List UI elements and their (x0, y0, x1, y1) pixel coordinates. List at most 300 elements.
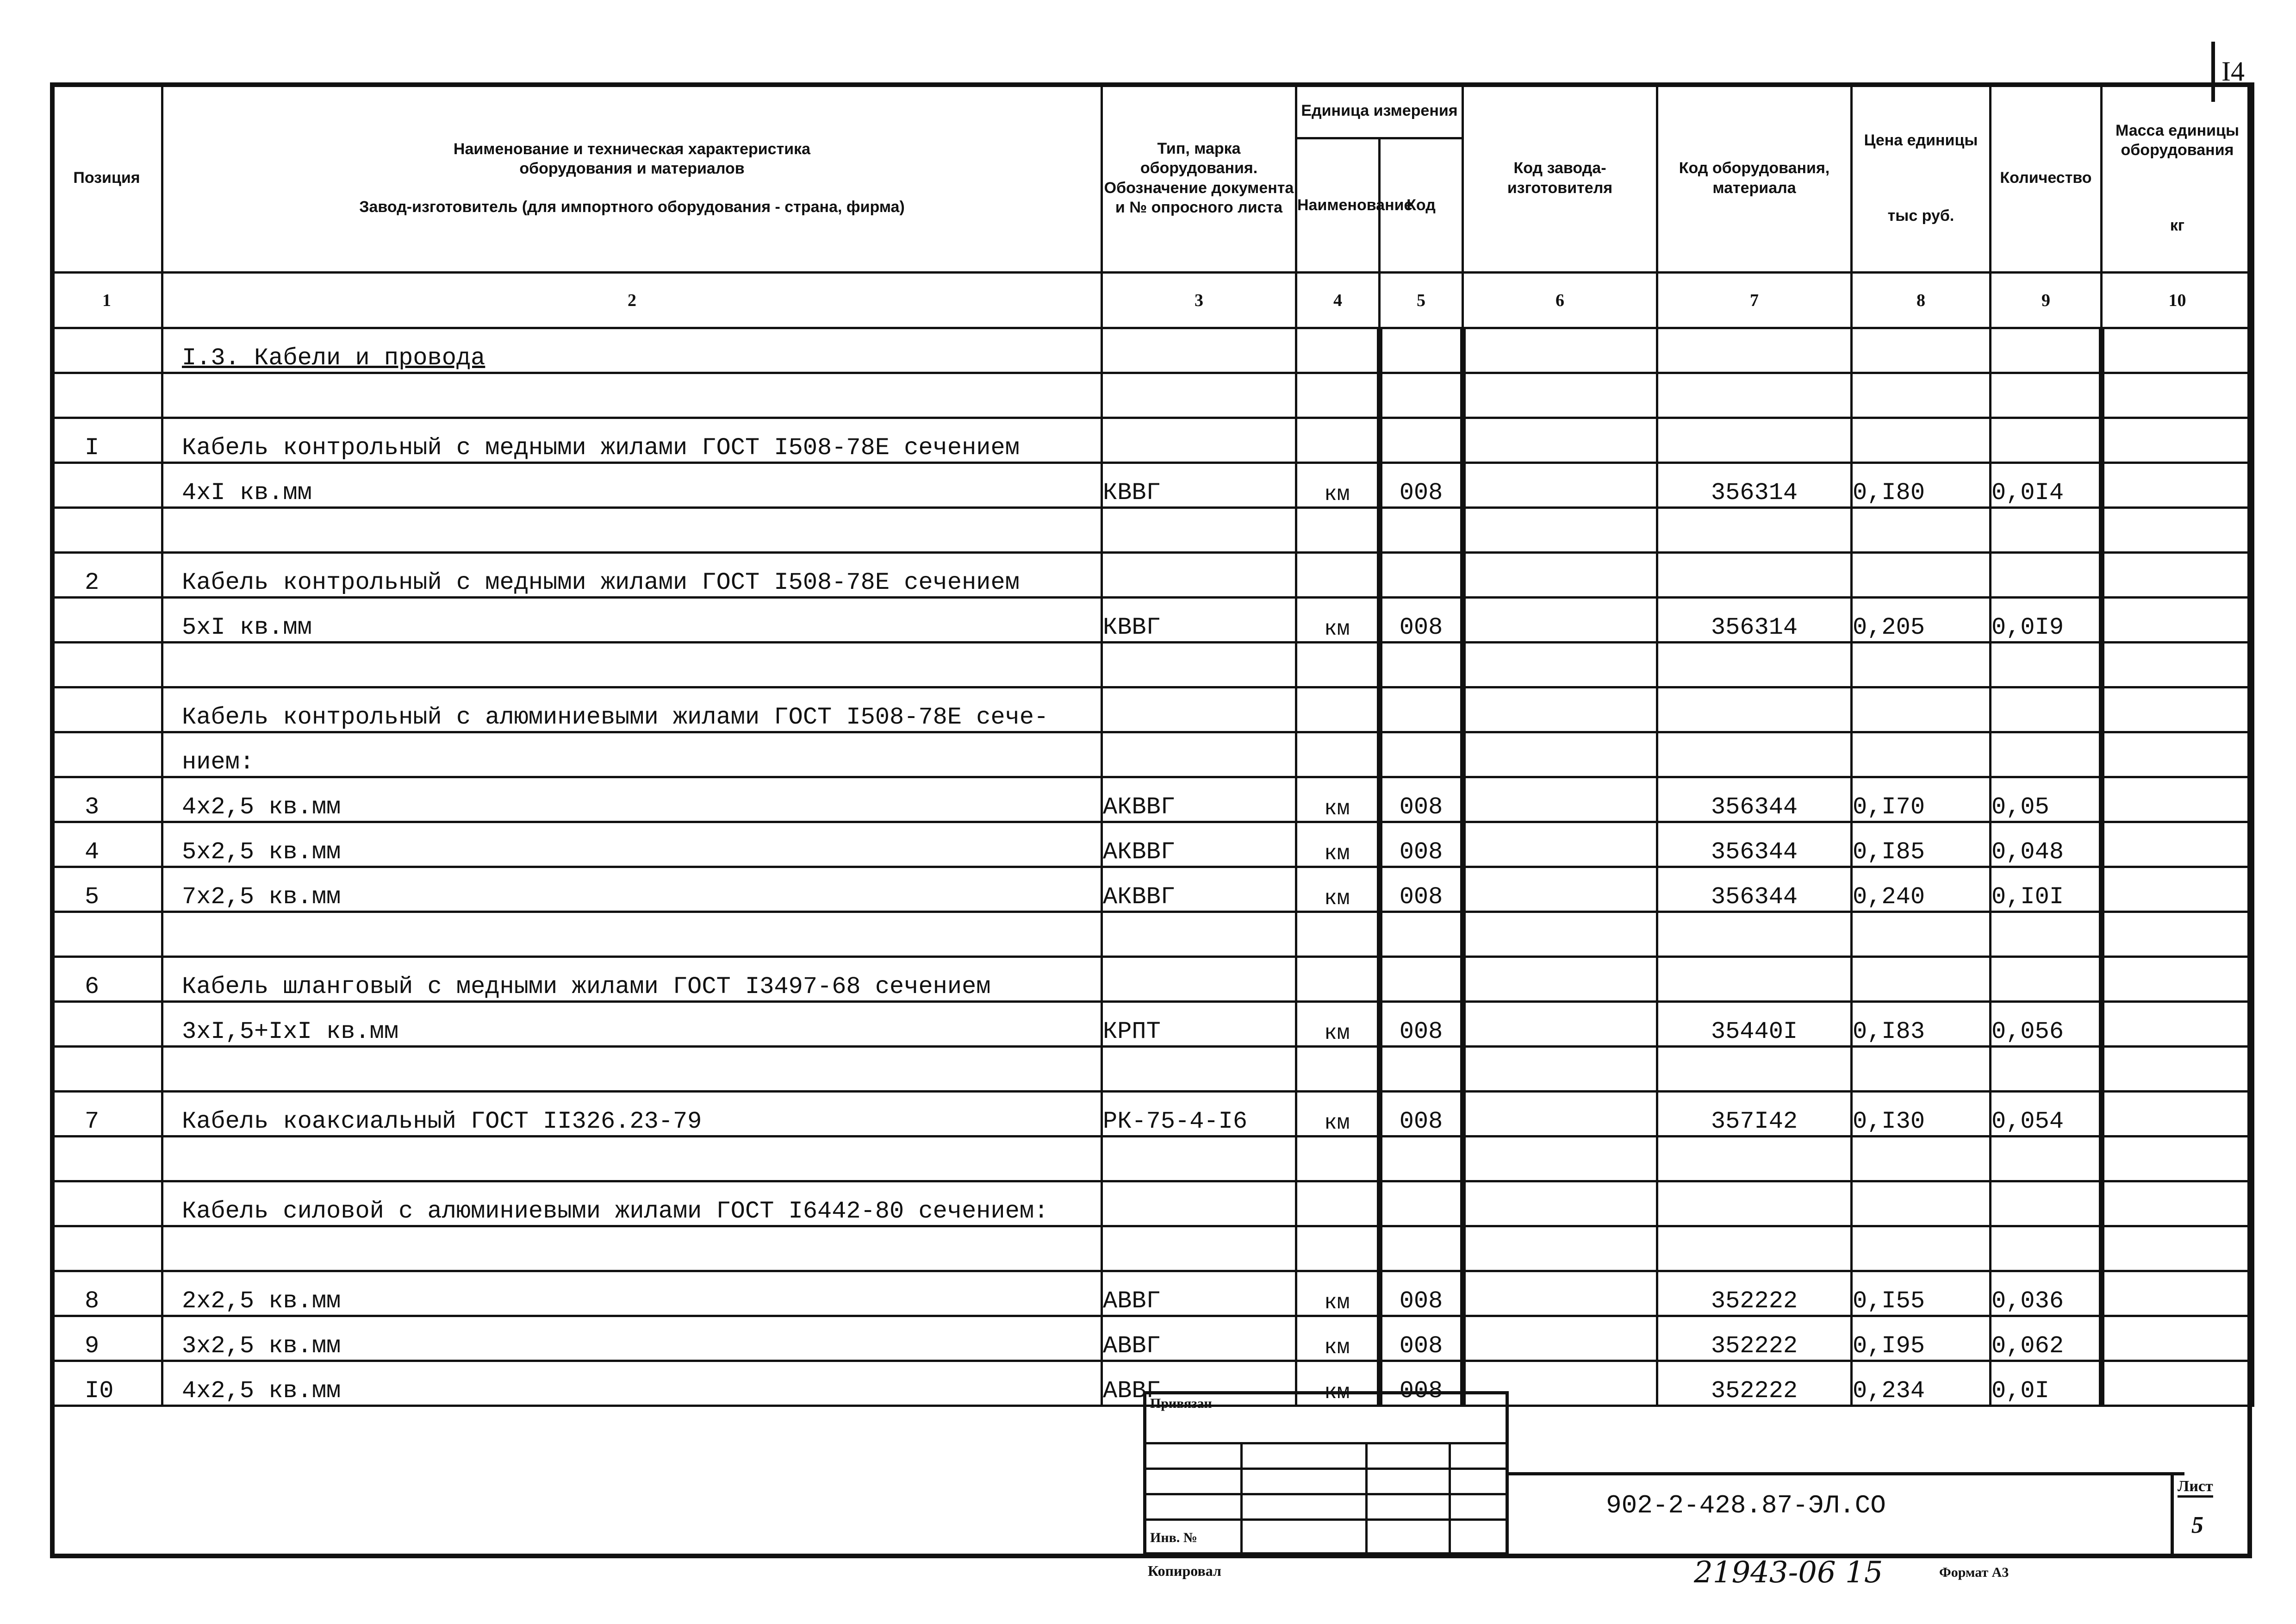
row-material-code (1657, 732, 1852, 777)
row-plant-code (1463, 373, 1657, 418)
row-material-code: 352222 (1657, 1316, 1852, 1361)
row-position (51, 1002, 162, 1047)
row-position (51, 1181, 162, 1226)
row-unit-code (1380, 1226, 1463, 1271)
row-type (1102, 687, 1296, 732)
row-price (1852, 418, 1991, 463)
row-unit: км (1296, 867, 1380, 912)
header-price-unit: тыс руб. (1887, 206, 1954, 225)
row-position (51, 1047, 162, 1092)
row-unit-code (1380, 373, 1463, 418)
row-unit-code: 008 (1380, 1361, 1463, 1406)
table-row (51, 1137, 2253, 1181)
row-material-code (1657, 912, 1852, 957)
table-row (51, 1002, 2253, 1047)
row-price: 0,240 (1852, 867, 1991, 912)
header-position: Позиция (51, 84, 162, 273)
row-plant-code (1463, 643, 1657, 687)
row-name: Кабель контрольный с медными жилами ГОСТ I508-78Е сечением (162, 418, 1102, 463)
row-name: Кабель шланговый с медными жилами ГОСТ I3497-68 сечением (162, 957, 1102, 1002)
row-name (162, 508, 1102, 553)
row-quantity: 0,048 (1991, 822, 2102, 867)
row-price (1852, 732, 1991, 777)
row-material-code (1657, 1181, 1852, 1226)
row-plant-code (1463, 1316, 1657, 1361)
row-type (1102, 553, 1296, 598)
row-unit-code: 008 (1380, 1092, 1463, 1137)
row-price (1852, 912, 1991, 957)
row-mass (2102, 777, 2253, 822)
row-unit: км (1296, 1316, 1380, 1361)
tb-line (1143, 1468, 1509, 1470)
row-quantity: 0,062 (1991, 1316, 2102, 1361)
row-quantity: 0,I0I (1991, 867, 2102, 912)
column-number: 10 (2102, 273, 2253, 328)
row-position (51, 328, 162, 373)
row-name (162, 1226, 1102, 1271)
row-position (51, 1137, 162, 1181)
row-plant-code (1463, 463, 1657, 508)
row-type: АВВГ (1102, 1316, 1296, 1361)
row-name: 7x2,5 кв.мм (162, 867, 1102, 912)
row-unit-code: 008 (1380, 1316, 1463, 1361)
row-name: 3xI,5+IxI кв.мм (162, 1002, 1102, 1047)
row-quantity: 0,05 (1991, 777, 2102, 822)
table-row (51, 1092, 2253, 1137)
row-mass (2102, 1316, 2253, 1361)
header-unit-name: Наименование (1296, 138, 1380, 273)
row-mass (2102, 687, 2253, 732)
row-mass (2102, 1047, 2253, 1092)
row-quantity (1991, 1226, 2102, 1271)
row-price (1852, 1181, 1991, 1226)
row-plant-code (1463, 508, 1657, 553)
row-mass (2102, 1002, 2253, 1047)
row-quantity (1991, 912, 2102, 957)
row-position: 6 (51, 957, 162, 1002)
row-price: 0,205 (1852, 598, 1991, 643)
row-position: 2 (51, 553, 162, 598)
row-plant-code (1463, 957, 1657, 1002)
row-position (51, 687, 162, 732)
row-type (1102, 328, 1296, 373)
row-unit-code: 008 (1380, 1271, 1463, 1316)
row-name: 4xI кв.мм (162, 463, 1102, 508)
row-unit (1296, 1181, 1380, 1226)
handwritten-number: 21943-06 15 (1694, 1555, 1883, 1590)
row-unit-code: 008 (1380, 777, 1463, 822)
row-type (1102, 1047, 1296, 1092)
row-quantity (1991, 732, 2102, 777)
row-unit (1296, 912, 1380, 957)
row-plant-code (1463, 1002, 1657, 1047)
copied-label: Копировал (1148, 1562, 1221, 1579)
column-number: 7 (1657, 273, 1852, 328)
row-unit-code (1380, 1047, 1463, 1092)
row-material-code (1657, 1137, 1852, 1181)
format-label: Формат А3 (1939, 1565, 2009, 1580)
row-unit (1296, 373, 1380, 418)
row-material-code (1657, 418, 1852, 463)
row-price (1852, 1226, 1991, 1271)
row-plant-code (1463, 1137, 1657, 1181)
row-plant-code (1463, 1181, 1657, 1226)
row-mass (2102, 1226, 2253, 1271)
table-row (51, 732, 2253, 777)
row-mass (2102, 912, 2253, 957)
row-unit-code (1380, 418, 1463, 463)
row-position: 7 (51, 1092, 162, 1137)
row-name: I.3. Кабели и провода (162, 328, 1102, 373)
row-unit-code (1380, 732, 1463, 777)
row-price (1852, 957, 1991, 1002)
doc-code: 902-2-428.87-ЭЛ.СО (1606, 1491, 1886, 1520)
row-plant-code (1463, 822, 1657, 867)
row-unit (1296, 1047, 1380, 1092)
column-number: 9 (1991, 273, 2102, 328)
header-price (1852, 84, 1991, 273)
row-unit-code (1380, 957, 1463, 1002)
table-row (51, 957, 2253, 1002)
row-type (1102, 1226, 1296, 1271)
row-type (1102, 1137, 1296, 1181)
row-material-code (1657, 508, 1852, 553)
row-unit: км (1296, 822, 1380, 867)
header-mass (2102, 84, 2253, 273)
row-plant-code (1463, 553, 1657, 598)
row-position: 4 (51, 822, 162, 867)
row-unit-code: 008 (1380, 867, 1463, 912)
row-name: 4x2,5 кв.мм (162, 777, 1102, 822)
row-mass (2102, 418, 2253, 463)
row-mass (2102, 732, 2253, 777)
row-quantity: 0,036 (1991, 1271, 2102, 1316)
row-unit-code (1380, 912, 1463, 957)
row-unit (1296, 1137, 1380, 1181)
table-row (51, 463, 2253, 508)
table-row (51, 553, 2253, 598)
row-mass (2102, 1181, 2253, 1226)
row-type: АКВВГ (1102, 822, 1296, 867)
row-position: 3 (51, 777, 162, 822)
header-name-line3: Завод-изготовитель (для импортного оборудования - страна, фирма) (359, 198, 905, 216)
tb-line (1240, 1442, 1243, 1555)
row-material-code (1657, 553, 1852, 598)
column-number: 3 (1102, 273, 1296, 328)
row-mass (2102, 643, 2253, 687)
row-type (1102, 418, 1296, 463)
row-type: КВВГ (1102, 463, 1296, 508)
row-material-code: 356344 (1657, 822, 1852, 867)
row-material-code (1657, 687, 1852, 732)
row-unit: км (1296, 1271, 1380, 1316)
row-name: Кабель контрольный с медными жилами ГОСТ I508-78Е сечением (162, 553, 1102, 598)
row-unit: км (1296, 1361, 1380, 1406)
row-quantity: 0,056 (1991, 1002, 2102, 1047)
row-mass (2102, 508, 2253, 553)
row-mass (2102, 867, 2253, 912)
column-number: 1 (51, 273, 162, 328)
row-position (51, 912, 162, 957)
row-unit (1296, 553, 1380, 598)
row-name: нием: (162, 732, 1102, 777)
row-type (1102, 643, 1296, 687)
tb-line (1143, 1493, 1509, 1495)
row-name: 3x2,5 кв.мм (162, 1316, 1102, 1361)
row-mass (2102, 1137, 2253, 1181)
table-row (51, 373, 2253, 418)
row-price: 0,I55 (1852, 1271, 1991, 1316)
row-material-code: 352222 (1657, 1361, 1852, 1406)
table-row (51, 418, 2253, 463)
row-price: 0,I85 (1852, 822, 1991, 867)
row-plant-code (1463, 598, 1657, 643)
table-row (51, 328, 2253, 373)
row-plant-code (1463, 732, 1657, 777)
row-unit-code (1380, 643, 1463, 687)
row-price (1852, 373, 1991, 418)
row-unit (1296, 957, 1380, 1002)
row-unit: км (1296, 777, 1380, 822)
row-position: I0 (51, 1361, 162, 1406)
row-price: 0,I83 (1852, 1002, 1991, 1047)
row-plant-code (1463, 687, 1657, 732)
column-number: 2 (162, 273, 1102, 328)
header-mass-label: Масса единицы оборудования (2115, 121, 2239, 159)
row-price: 0,I80 (1852, 463, 1991, 508)
row-material-code (1657, 1226, 1852, 1271)
row-plant-code (1463, 777, 1657, 822)
row-quantity (1991, 687, 2102, 732)
row-unit-code (1380, 1137, 1463, 1181)
row-material-code: 356344 (1657, 867, 1852, 912)
row-plant-code (1463, 1092, 1657, 1137)
row-name: Кабель контрольный с алюминиевыми жилами ГОСТ I508-78Е сече- (162, 687, 1102, 732)
row-unit-code: 008 (1380, 463, 1463, 508)
row-position (51, 732, 162, 777)
row-mass (2102, 1271, 2253, 1316)
column-number-row (51, 273, 2253, 328)
table-row (51, 1226, 2253, 1271)
row-position (51, 643, 162, 687)
row-quantity (1991, 328, 2102, 373)
header-name-line2: оборудования и материалов (519, 160, 745, 178)
row-plant-code (1463, 1047, 1657, 1092)
row-type: АКВВГ (1102, 867, 1296, 912)
row-mass (2102, 553, 2253, 598)
row-material-code (1657, 1047, 1852, 1092)
row-price (1852, 1137, 1991, 1181)
row-type (1102, 957, 1296, 1002)
row-unit (1296, 643, 1380, 687)
tb-line (1449, 1442, 1451, 1555)
column-number: 4 (1296, 273, 1380, 328)
row-name: Кабель коаксиальный ГОСТ II326.23-79 (162, 1092, 1102, 1137)
row-mass (2102, 822, 2253, 867)
header-unit-code: Код (1380, 138, 1463, 273)
row-type (1102, 912, 1296, 957)
row-plant-code (1463, 418, 1657, 463)
row-mass (2102, 373, 2253, 418)
title-block-grid (1143, 1391, 1509, 1555)
row-name: 5x2,5 кв.мм (162, 822, 1102, 867)
row-quantity: 0,0I4 (1991, 463, 2102, 508)
tb-line (1143, 1442, 1509, 1444)
row-name: 4x2,5 кв.мм (162, 1361, 1102, 1406)
table-row (51, 822, 2253, 867)
row-unit-code (1380, 553, 1463, 598)
row-material-code: 352222 (1657, 1271, 1852, 1316)
row-mass (2102, 1092, 2253, 1137)
table-row (51, 687, 2253, 732)
row-quantity (1991, 1047, 2102, 1092)
table-body (51, 328, 2253, 1406)
row-unit (1296, 328, 1380, 373)
row-quantity (1991, 957, 2102, 1002)
row-unit (1296, 418, 1380, 463)
row-name: 5xI кв.мм (162, 598, 1102, 643)
row-unit-code (1380, 508, 1463, 553)
row-position (51, 508, 162, 553)
table-row (51, 1316, 2253, 1361)
row-quantity (1991, 1181, 2102, 1226)
row-unit: км (1296, 1002, 1380, 1047)
list-label: Лист (2178, 1478, 2213, 1498)
row-material-code (1657, 328, 1852, 373)
table-row (51, 777, 2253, 822)
header-type: Тип, марка оборудования. Обозначение документа и № опросного листа (1102, 84, 1296, 273)
row-type: АВВГ (1102, 1271, 1296, 1316)
table-row (51, 643, 2253, 687)
header-quantity: Количество (1991, 84, 2102, 273)
row-quantity (1991, 508, 2102, 553)
row-plant-code (1463, 1226, 1657, 1271)
row-price: 0,I70 (1852, 777, 1991, 822)
row-position: 8 (51, 1271, 162, 1316)
row-position: I (51, 418, 162, 463)
row-material-code: 357I42 (1657, 1092, 1852, 1137)
column-number: 6 (1463, 273, 1657, 328)
row-mass (2102, 1361, 2253, 1406)
row-unit-code: 008 (1380, 822, 1463, 867)
row-price (1852, 1047, 1991, 1092)
table-row (51, 508, 2253, 553)
row-material-code (1657, 643, 1852, 687)
table-row (51, 1181, 2253, 1226)
row-price: 0,I30 (1852, 1092, 1991, 1137)
column-number: 8 (1852, 273, 1991, 328)
row-material-code: 35440I (1657, 1002, 1852, 1047)
header-name (162, 84, 1102, 273)
row-unit-code (1380, 1181, 1463, 1226)
row-price (1852, 553, 1991, 598)
row-type: АВВГ (1102, 1361, 1296, 1406)
row-plant-code (1463, 1271, 1657, 1316)
row-position (51, 373, 162, 418)
row-name (162, 373, 1102, 418)
row-name (162, 1047, 1102, 1092)
row-name: 2x2,5 кв.мм (162, 1271, 1102, 1316)
row-quantity (1991, 1137, 2102, 1181)
row-position: 5 (51, 867, 162, 912)
row-unit: км (1296, 1092, 1380, 1137)
row-name (162, 643, 1102, 687)
row-quantity: 0,0I (1991, 1361, 2102, 1406)
row-quantity (1991, 553, 2102, 598)
table-row (51, 1271, 2253, 1316)
row-unit (1296, 687, 1380, 732)
spec-table (50, 82, 2254, 1407)
row-type (1102, 732, 1296, 777)
table-row (51, 912, 2253, 957)
row-type (1102, 1181, 1296, 1226)
row-price (1852, 687, 1991, 732)
sheet-number: I4 (2221, 56, 2245, 87)
header-plant-code: Код завода-изготовителя (1463, 84, 1657, 273)
row-unit (1296, 1226, 1380, 1271)
row-mass (2102, 328, 2253, 373)
row-unit-code: 008 (1380, 598, 1463, 643)
row-unit: км (1296, 598, 1380, 643)
row-quantity (1991, 643, 2102, 687)
row-position (51, 463, 162, 508)
row-unit-code: 008 (1380, 1002, 1463, 1047)
row-quantity: 0,054 (1991, 1092, 2102, 1137)
table-row (51, 1047, 2253, 1092)
table-row (51, 867, 2253, 912)
row-type: КРПТ (1102, 1002, 1296, 1047)
header-material-code: Код оборудования, материала (1657, 84, 1852, 273)
row-position (51, 1226, 162, 1271)
row-name: Кабель силовой с алюминиевыми жилами ГОСТ I6442-80 сечением: (162, 1181, 1102, 1226)
inv-no-label: Инв. № (1150, 1530, 1197, 1545)
row-unit: км (1296, 463, 1380, 508)
row-material-code: 356314 (1657, 598, 1852, 643)
row-quantity (1991, 418, 2102, 463)
row-unit (1296, 732, 1380, 777)
row-quantity (1991, 373, 2102, 418)
row-plant-code (1463, 912, 1657, 957)
row-mass (2102, 957, 2253, 1002)
row-quantity: 0,0I9 (1991, 598, 2102, 643)
row-price (1852, 643, 1991, 687)
row-plant-code (1463, 328, 1657, 373)
row-price (1852, 508, 1991, 553)
row-price (1852, 328, 1991, 373)
row-mass (2102, 463, 2253, 508)
row-material-code (1657, 957, 1852, 1002)
list-number: 5 (2191, 1512, 2203, 1538)
row-unit-code (1380, 328, 1463, 373)
privyazan-label: Привязан (1150, 1396, 1212, 1411)
column-number: 5 (1380, 273, 1463, 328)
header-name-line1: Наименование и техническая характеристика (453, 140, 811, 158)
header-price-label: Цена единицы (1864, 131, 1978, 149)
header-unit-group: Единица измерения (1296, 84, 1463, 138)
row-type (1102, 373, 1296, 418)
row-mass (2102, 598, 2253, 643)
header-mass-unit: кг (2170, 216, 2185, 234)
row-name (162, 1137, 1102, 1181)
tb-line (1365, 1442, 1368, 1555)
row-price: 0,I95 (1852, 1316, 1991, 1361)
row-material-code: 356314 (1657, 463, 1852, 508)
row-position: 9 (51, 1316, 162, 1361)
row-plant-code (1463, 867, 1657, 912)
row-name (162, 912, 1102, 957)
row-position (51, 598, 162, 643)
row-material-code (1657, 373, 1852, 418)
